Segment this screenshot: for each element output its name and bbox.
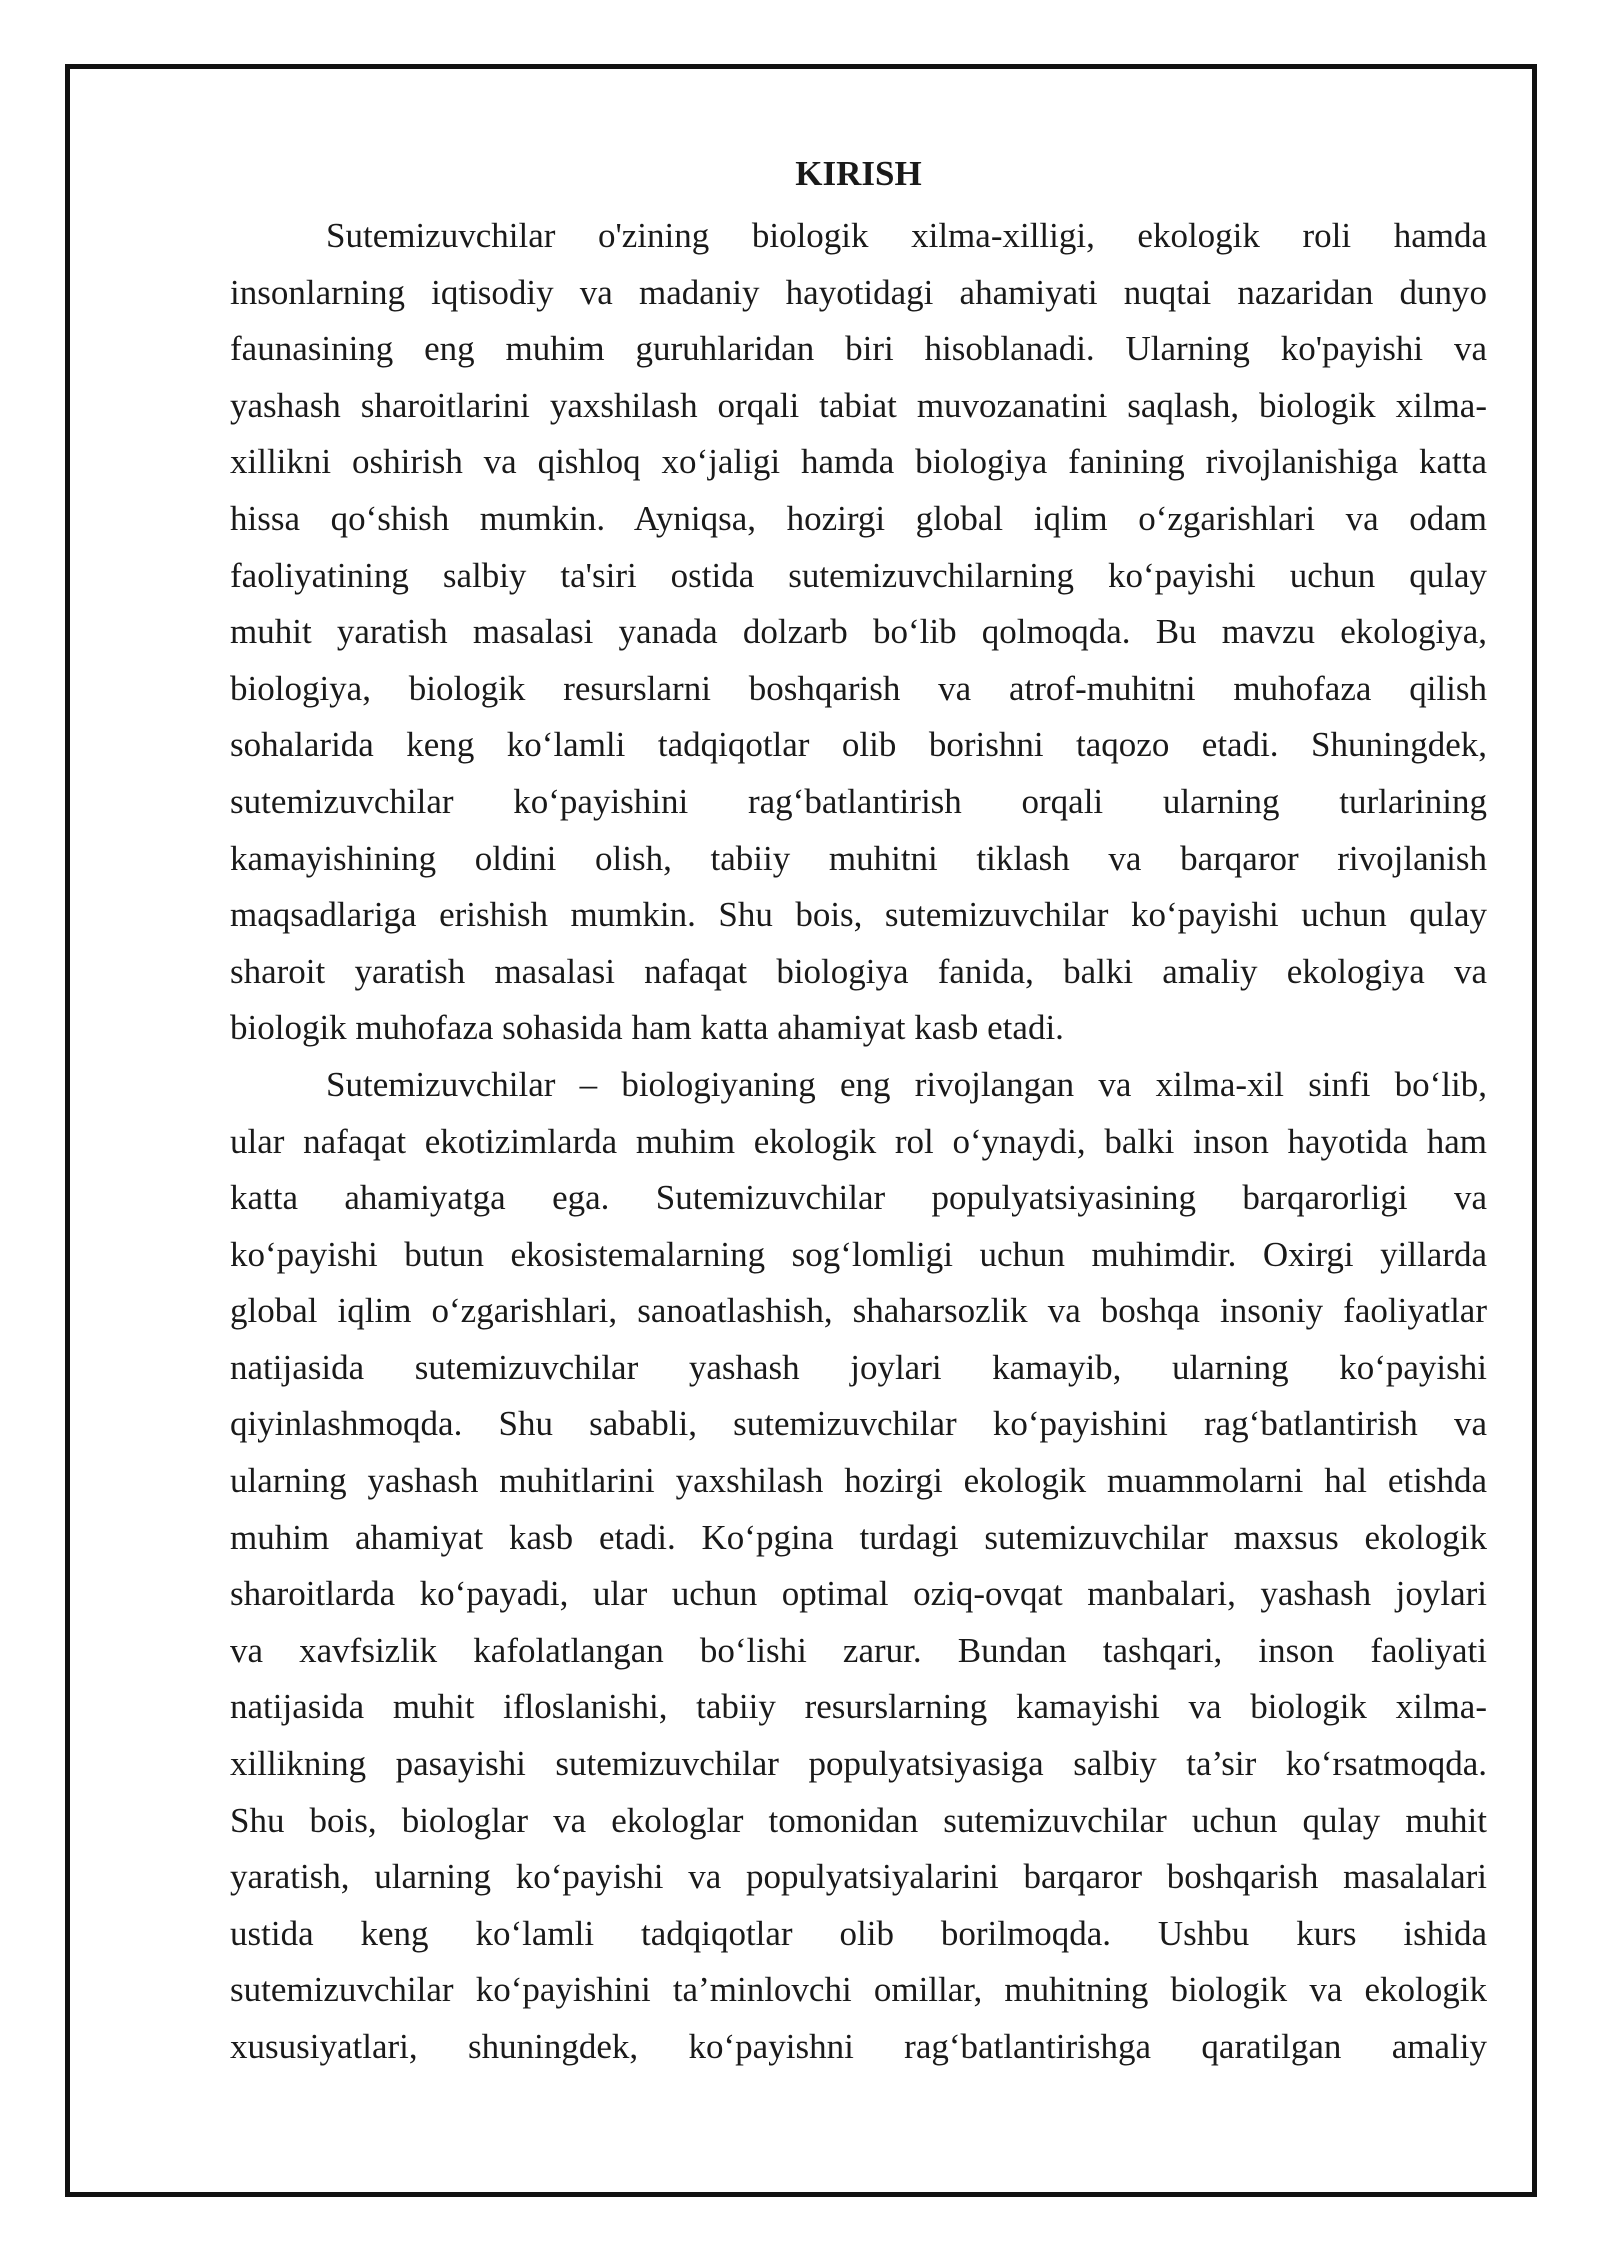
paragraph-line: Shu bois, biologlar va ekologlar tomonidan sutemizuvchilar uchun qulay muhit xyxy=(230,1800,1487,1840)
paragraph-line: yaratish, ularning ko‘payishi va populyatsiyalarini barqaror boshqarish masalalari xyxy=(230,1857,1487,1897)
paragraph-line: sutemizuvchilar ko‘payishini ta’minlovchi omillar, muhitning biologik va ekologik xyxy=(230,1970,1487,2010)
paragraph-line: faunasining eng muhim guruhlaridan biri hisoblanadi. Ularning ko'payishi va xyxy=(230,329,1487,369)
paragraph-line: xususiyatlari, shuningdek, ko‘payishni rag‘batlantirishga qaratilgan amaliy xyxy=(230,2027,1487,2066)
paragraph-line: sohalarida keng ko‘lamli tadqiqotlar olib borishni taqozo etadi. Shuningdek, xyxy=(230,725,1487,765)
paragraph-line: Sutemizuvchilar – biologiyaning eng rivojlangan va xilma-xil sinfi bo‘lib, xyxy=(326,1064,1487,1104)
paragraph-line: sharoitlarda ko‘payadi, ular uchun optimal oziq-ovqat manbalari, yashash joylari xyxy=(230,1574,1487,1614)
paragraph-line: ko‘payishi butun ekosistemalarning sog‘lomligi uchun muhimdir. Oxirgi yillarda xyxy=(230,1234,1487,1274)
paragraph-2 xyxy=(230,1057,1487,2076)
paragraph-line: muhim ahamiyat kasb etadi. Ko‘pgina turdagi sutemizuvchilar maxsus ekologik xyxy=(230,1517,1487,1557)
paragraph-line: biologiya, biologik resurslarni boshqarish va atrof-muhitni muhofaza qilish xyxy=(230,668,1487,708)
paragraph-line: ular nafaqat ekotizimlarda muhim ekologik rol o‘ynaydi, balki inson hayotida ham xyxy=(230,1121,1487,1161)
paragraph-line: biologik muhofaza sohasida ham katta ahamiyat kasb etadi. xyxy=(230,1008,1064,1048)
paragraph-line: faoliyatining salbiy ta'siri ostida sutemizuvchilarning ko‘payishi uchun qulay xyxy=(230,555,1487,595)
paragraph-line: kamayishining oldini olish, tabiiy muhitni tiklash va barqaror rivojlanish xyxy=(230,838,1487,878)
paragraph-line: maqsadlariga erishish mumkin. Shu bois, sutemizuvchilar ko‘payishi uchun qulay xyxy=(230,895,1487,935)
paragraph-line: xillikni oshirish va qishloq xo‘jaligi hamda biologiya fanining rivojlanishiga katta xyxy=(230,442,1487,482)
paragraph-line: yashash sharoitlarini yaxshilash orqali tabiat muvozanatini saqlash, biologik xilma- xyxy=(230,385,1487,425)
paragraph-line: muhit yaratish masalasi yanada dolzarb bo‘lib qolmoqda. Bu mavzu ekologiya, xyxy=(230,612,1487,652)
paragraph-line: insonlarning iqtisodiy va madaniy hayotidagi ahamiyati nuqtai nazaridan dunyo xyxy=(230,272,1487,312)
paragraph-line: ularning yashash muhitlarini yaxshilash hozirgi ekologik muammolarni hal etishda xyxy=(230,1461,1487,1501)
paragraph-line: sharoit yaratish masalasi nafaqat biologiya fanida, balki amaliy ekologiya va xyxy=(230,951,1487,991)
paragraph-line: katta ahamiyatga ega. Sutemizuvchilar populyatsiyasining barqarorligi va xyxy=(230,1178,1487,1218)
paragraph-line: Sutemizuvchilar o'zining biologik xilma-xilligi, ekologik roli hamda xyxy=(326,216,1487,255)
paragraph-line: global iqlim o‘zgarishlari, sanoatlashish, shaharsozlik va boshqa insoniy faoliyatlar xyxy=(230,1291,1487,1331)
paragraph-1 xyxy=(230,208,1487,1057)
paragraph-line: natijasida muhit ifloslanishi, tabiiy resurslarning kamayishi va biologik xilma- xyxy=(230,1687,1487,1727)
section-title: KIRISH xyxy=(795,154,922,193)
paragraph-line: qiyinlashmoqda. Shu sababli, sutemizuvchilar ko‘payishini rag‘batlantirish va xyxy=(230,1404,1487,1444)
paragraph-line: natijasida sutemizuvchilar yashash joylari kamayib, ularning ko‘payishi xyxy=(230,1347,1487,1387)
paragraph-line: hissa qo‘shish mumkin. Ayniqsa, hozirgi global iqlim o‘zgarishlari va odam xyxy=(230,498,1487,538)
document-body xyxy=(230,150,1487,2076)
paragraph-line: ustida keng ko‘lamli tadqiqotlar olib borilmoqda. Ushbu kurs ishida xyxy=(230,1913,1487,1953)
paragraph-line: va xavfsizlik kafolatlangan bo‘lishi zarur. Bundan tashqari, inson faoliyati xyxy=(230,1630,1487,1670)
paragraph-line: xillikning pasayishi sutemizuvchilar populyatsiyasiga salbiy ta’sir ko‘rsatmoqda. xyxy=(230,1744,1487,1784)
paragraph-line: sutemizuvchilar ko‘payishini rag‘batlantirish orqali ularning turlarining xyxy=(230,781,1487,821)
